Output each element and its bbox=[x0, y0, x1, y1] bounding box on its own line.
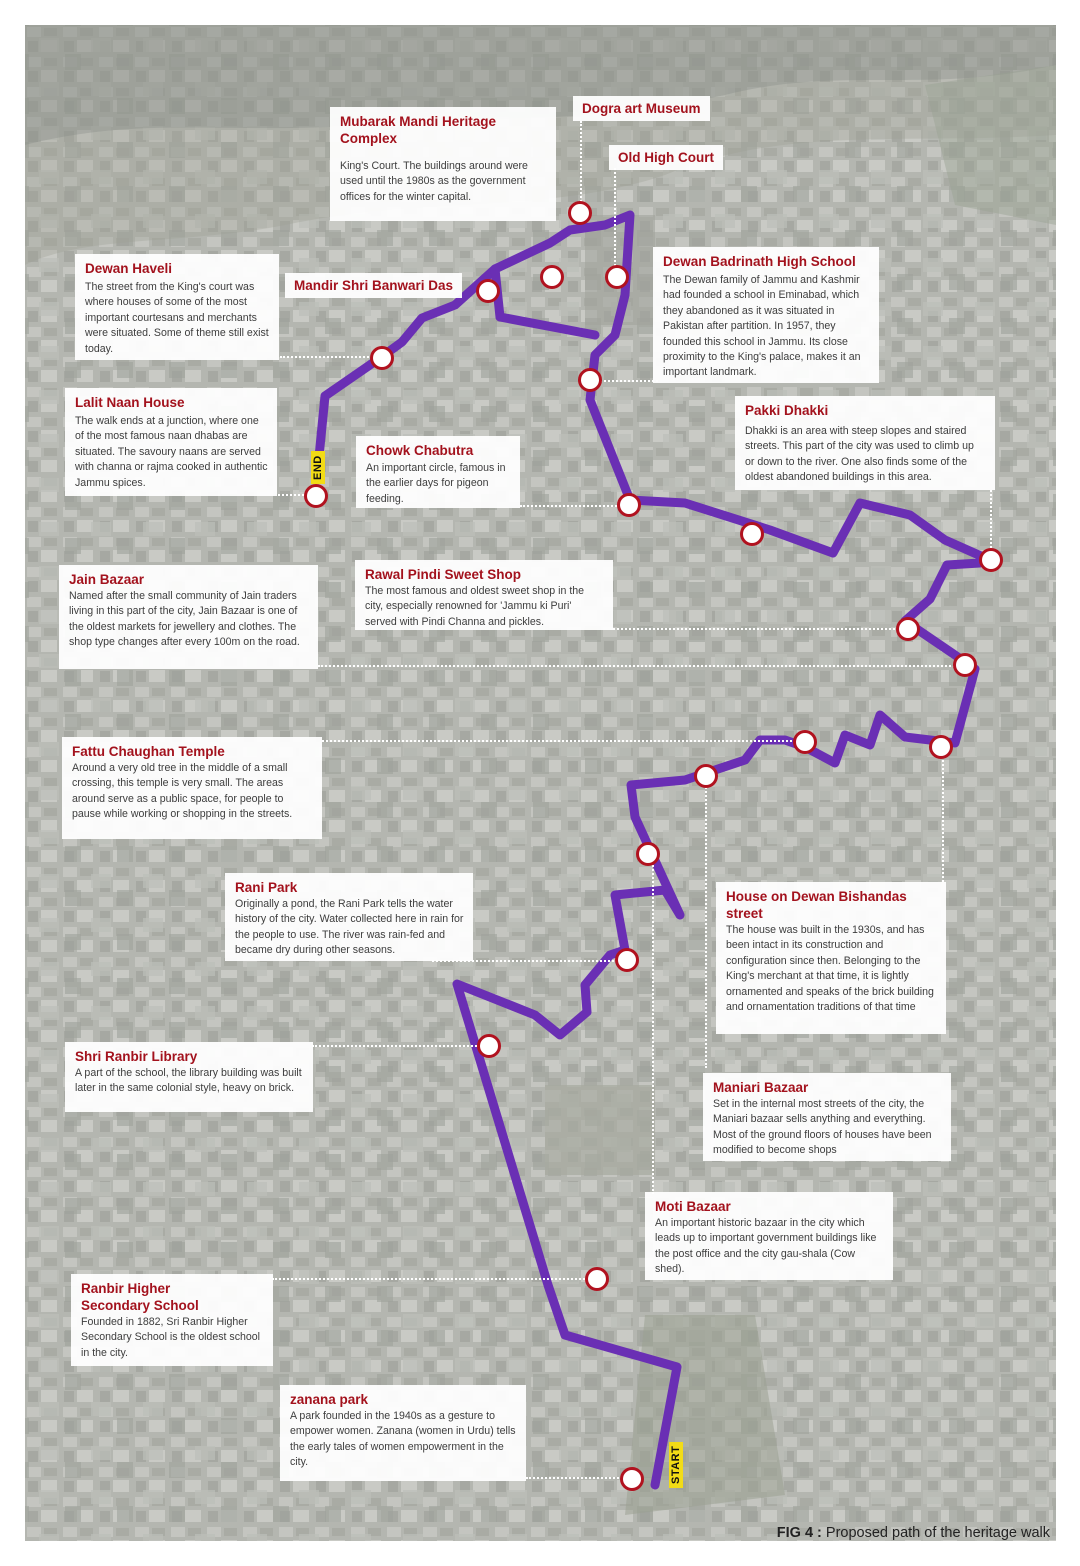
landmark-description: Dhakki is an area with steep slopes and staired streets. This part of the city was used to climb up or down to the river. One also finds some of the oldest abandoned buildings in this area. bbox=[745, 425, 974, 484]
route-marker[interactable] bbox=[304, 484, 328, 508]
landmark-description: Around a very old tree in the middle of a small crossing, this temple is very small. The areas around serve as a public space, for people to pause while working or shopping in the streets. bbox=[72, 762, 293, 821]
route-marker[interactable] bbox=[568, 201, 592, 225]
landmark-title: Jain Bazaar bbox=[69, 572, 145, 587]
route-marker[interactable] bbox=[694, 764, 718, 788]
route-marker[interactable] bbox=[620, 1467, 644, 1491]
landmark-description: Founded in 1882, Sri Ranbir Higher Secondary School is the oldest school in the city. bbox=[81, 1316, 261, 1359]
landmark-title: Fattu Chaughan Temple bbox=[72, 744, 225, 759]
landmark-title: Chowk Chabutra bbox=[366, 443, 474, 458]
caption-prefix: FIG 4 : bbox=[776, 1525, 822, 1541]
landmark-description: Originally a pond, the Rani Park tells the water history of the city. Water collected here in rain for the people to use. The river was rain-fed and became dry during other seasons. bbox=[235, 898, 464, 957]
landmark-description: An important historic bazaar in the city which leads up to important government buildings like the post office and the city gau-shala (Cow shed). bbox=[655, 1217, 877, 1276]
landmark-title: House on Dewan Bishandas street bbox=[726, 889, 907, 921]
landmark-card-jain-bazaar[interactable] bbox=[59, 565, 318, 669]
leader-line bbox=[942, 752, 944, 882]
leader-line bbox=[580, 121, 582, 209]
landmark-card-lalit-naan-house[interactable] bbox=[65, 388, 277, 496]
landmark-card-dewan-haveli[interactable] bbox=[75, 254, 279, 360]
leader-line bbox=[705, 780, 707, 1068]
leader-line bbox=[613, 628, 903, 630]
leader-line bbox=[280, 356, 380, 358]
leader-line bbox=[526, 1477, 626, 1479]
route-branch bbox=[500, 317, 595, 335]
landmark-card-rawal-pindi[interactable] bbox=[355, 560, 613, 630]
landmark-description: The most famous and oldest sweet shop in the city, especially renowned for 'Jammu ki Puri' served with Pindi Channa and pickles. bbox=[365, 585, 585, 628]
landmark-card-mubarak-mandi[interactable] bbox=[330, 107, 556, 221]
landmark-card-rani-park[interactable] bbox=[225, 873, 473, 961]
landmark-title: Ranbir Higher Secondary School bbox=[81, 1281, 199, 1313]
landmark-title: Rani Park bbox=[235, 880, 298, 895]
route-marker[interactable] bbox=[605, 265, 629, 289]
caption-text: Proposed path of the heritage walk bbox=[821, 1525, 1050, 1541]
route-marker[interactable] bbox=[615, 948, 639, 972]
landmark-card-maniari-bazaar[interactable] bbox=[703, 1073, 951, 1161]
route-marker[interactable] bbox=[979, 548, 1003, 572]
leader-line bbox=[614, 168, 616, 266]
route-marker[interactable] bbox=[617, 493, 641, 517]
landmark-card-dewan-bishandas[interactable] bbox=[716, 882, 946, 1034]
leader-line bbox=[272, 1278, 592, 1280]
landmark-title: Rawal Pindi Sweet Shop bbox=[365, 567, 522, 582]
route-marker[interactable] bbox=[540, 265, 564, 289]
landmark-title: Pakki Dhakki bbox=[745, 403, 829, 418]
landmark-card-ranbir-higher-secondary[interactable] bbox=[71, 1274, 273, 1366]
landmark-title: Dewan Badrinath High School bbox=[663, 254, 856, 269]
landmark-description: The house was built in the 1930s, and has been intact in its construction and configuration since then. Belonging to the King's merchant at that time, it is lightly ornamented and speaks of the brick building and ornamentation traditions of that time bbox=[726, 924, 934, 1014]
route-marker[interactable] bbox=[896, 617, 920, 641]
landmark-description: An important circle, famous in the earlier days for pigeon feeding. bbox=[366, 462, 506, 505]
route-marker[interactable] bbox=[636, 842, 660, 866]
end-label: END bbox=[311, 451, 325, 484]
figure-caption bbox=[777, 1525, 1050, 1541]
landmark-card-zanana-park[interactable] bbox=[280, 1385, 526, 1481]
landmark-title: Dewan Haveli bbox=[85, 261, 173, 276]
landmark-description: A park founded in the 1940s as a gesture to empower women. Zanana (women in Urdu) tells the early tales of women empowerment in the city. bbox=[290, 1410, 516, 1469]
route-marker[interactable] bbox=[578, 368, 602, 392]
route-marker[interactable] bbox=[476, 279, 500, 303]
landmark-card-moti-bazaar[interactable] bbox=[645, 1192, 893, 1280]
route-marker[interactable] bbox=[477, 1034, 501, 1058]
landmark-card-dogra-art-museum[interactable]: Dogra art Museum bbox=[573, 96, 710, 121]
leader-line bbox=[990, 490, 992, 556]
landmark-description: The street from the King's court was where houses of some of the most important courtesans and merchants were situated. Some of theme still exist today. bbox=[85, 281, 269, 355]
landmark-title: zanana park bbox=[290, 1392, 369, 1407]
leader-line bbox=[652, 858, 654, 1194]
leader-line bbox=[520, 505, 624, 507]
landmark-description: A part of the school, the library building was built later in the same colonial style, heavy on brick. bbox=[75, 1067, 302, 1095]
route-marker[interactable] bbox=[793, 730, 817, 754]
route-marker[interactable] bbox=[370, 346, 394, 370]
landmark-title: Maniari Bazaar bbox=[713, 1080, 809, 1095]
route-marker[interactable] bbox=[740, 522, 764, 546]
landmark-card-pakki-dhakki[interactable] bbox=[735, 396, 995, 490]
landmark-description: The walk ends at a junction, where one of the most famous naan dhabas are situated. The savoury naans are served with channa or rajma cooked in authentic Jammu spices. bbox=[75, 415, 268, 489]
landmark-title: Mubarak Mandi Heritage Complex bbox=[340, 114, 497, 146]
landmark-title: Shri Ranbir Library bbox=[75, 1049, 198, 1064]
leader-line bbox=[322, 740, 800, 742]
landmark-description: The Dewan family of Jammu and Kashmir had founded a school in Eminabad, which they abandoned as it was situated in Pakistan after partition. In 1957, they founded this school in Jammu. Its close proximity to the King's palace, makes it an important landmark. bbox=[663, 274, 861, 379]
route-marker[interactable] bbox=[929, 735, 953, 759]
landmark-card-old-high-court[interactable]: Old High Court bbox=[609, 145, 723, 170]
route-marker[interactable] bbox=[585, 1267, 609, 1291]
leader-line bbox=[312, 1045, 484, 1047]
leader-line bbox=[318, 665, 958, 667]
landmark-title: Moti Bazaar bbox=[655, 1199, 731, 1214]
landmark-card-dewan-badrinath[interactable] bbox=[653, 247, 879, 383]
landmark-card-shri-ranbir-library[interactable] bbox=[65, 1042, 313, 1112]
landmark-description: King's Court. The buildings around were used until the 1980s as the government offices for the winter capital. bbox=[340, 160, 528, 203]
start-label: START bbox=[669, 1442, 683, 1488]
landmark-card-mandir-shri-banwari-das[interactable]: Mandir Shri Banwari Das bbox=[285, 273, 462, 298]
landmark-description: Named after the small community of Jain traders living in this part of the city, Jain Bazaar is one of the oldest markets for jewellery and clothes. The shop type changes after every 100m on the road. bbox=[69, 590, 300, 649]
landmark-card-fattu-chaughan[interactable] bbox=[62, 737, 322, 839]
landmark-card-chowk-chabutra[interactable] bbox=[356, 436, 520, 508]
landmark-title: Lalit Naan House bbox=[75, 395, 185, 410]
landmark-description: Set in the internal most streets of the city, the Maniari bazaar sells anything and everything. Most of the ground floors of houses have been modified to become shops bbox=[713, 1098, 932, 1157]
route-marker[interactable] bbox=[953, 653, 977, 677]
